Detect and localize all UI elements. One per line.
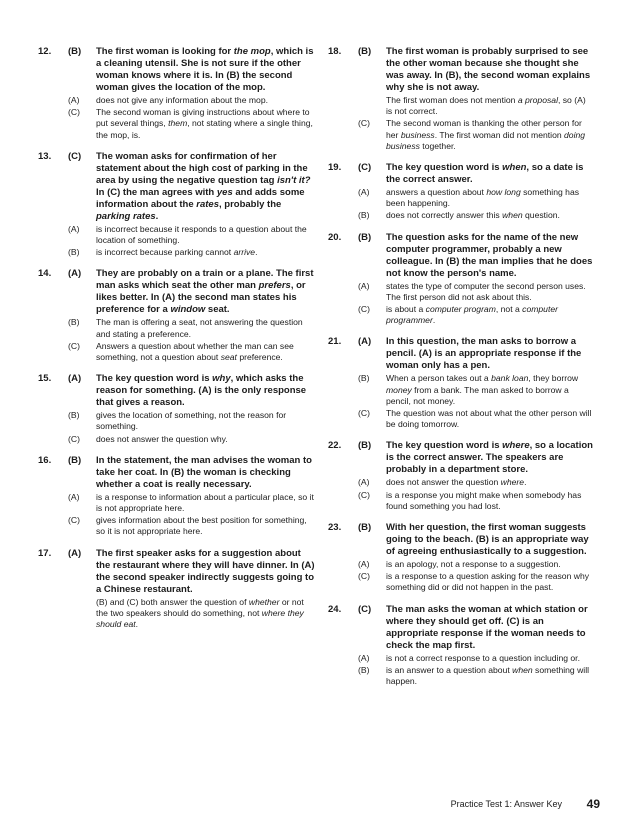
option-letter: (C) <box>358 489 370 500</box>
question-number: 12. <box>38 46 52 57</box>
explanation-note: (B) and (C) both answer the question of whether or not the two speakers should do something, not where they should eat. <box>96 596 304 630</box>
option-letter: (C) <box>358 304 370 315</box>
explanation-bold: The first woman is probably surprised to see the other woman because she thought she was away. In (B), the second woman explains why she is not away. <box>386 46 591 93</box>
option-text: gives the location of something, not the reason for something. <box>96 410 287 432</box>
option-note <box>68 224 316 246</box>
option-letter: (A) <box>358 187 370 198</box>
option-letter: (A) <box>358 280 370 291</box>
answer-letter: (B) <box>68 454 82 466</box>
footer-title: Practice Test 1: Answer Key <box>450 799 562 809</box>
option-letter: (B) <box>68 410 80 421</box>
option-note <box>68 515 316 537</box>
explanation-bold: They are probably on a train or a plane. The first man asks which seat the other man prefers, or likes better. In (A) the second man states his preference for a window seat. <box>96 268 314 316</box>
option-text: The question was not about what the other person will be doing tomorrow. <box>386 408 592 430</box>
option-letter: (A) <box>68 491 80 502</box>
question-number: 23. <box>328 522 342 534</box>
option-letter: (C) <box>68 433 80 444</box>
question-item <box>38 548 316 631</box>
option-note <box>358 490 594 512</box>
option-letter: (B) <box>358 210 370 221</box>
option-text: is a response to a question asking for the reason why something did or did not happen in the past. <box>386 571 590 593</box>
option-note <box>68 317 316 339</box>
question-item <box>38 46 316 141</box>
page-number: 49 <box>586 797 600 811</box>
option-letter: (A) <box>358 652 370 663</box>
question-item <box>38 268 316 363</box>
answer-letter: (A) <box>68 268 82 280</box>
option-letter: (B) <box>68 247 80 258</box>
question-number: 14. <box>38 268 52 280</box>
option-text: is incorrect because it responds to a question about the location of something. <box>96 223 307 246</box>
option-note <box>68 492 316 514</box>
answer-letter: (B) <box>358 522 372 534</box>
option-note <box>358 477 594 488</box>
left-column <box>38 46 316 640</box>
option-letter: (C) <box>68 515 80 526</box>
option-note <box>68 410 316 432</box>
option-letter: (A) <box>68 223 80 234</box>
answer-letter: (C) <box>358 603 372 615</box>
explanation-bold: The woman asks for confirmation of her statement about the high cost of parking in the area by using the negative question tag isn't it? In (C) the man agrees with yes and adds some information about the rates, probably the parking rates. <box>96 150 311 222</box>
explanation-bold: The key question word is when, so a date is the correct answer. <box>386 162 584 186</box>
explanation-bold: In the statement, the man advises the woman to take her coat. In (B) the woman is checking whether a coat is really necessary. <box>96 454 312 490</box>
option-note <box>68 107 316 141</box>
option-text: is not a correct response to a question including or. <box>386 652 580 663</box>
question-item <box>328 522 594 594</box>
option-text: The second woman is thanking the other person for her business. The first woman did not mention doing business together. <box>386 118 586 151</box>
question-number: 22. <box>328 440 342 452</box>
question-item <box>38 373 316 445</box>
option-note <box>358 373 594 407</box>
question-item <box>38 455 316 538</box>
question-item <box>38 151 316 259</box>
option-text: does not answer the question why. <box>96 433 228 444</box>
question-item <box>328 440 594 512</box>
question-item <box>328 232 594 327</box>
option-letter: (C) <box>358 571 370 582</box>
question-number: 19. <box>328 162 342 174</box>
option-text: is an answer to a question about when something will happen. <box>386 664 590 687</box>
option-text: answers a question about how long something has been happening. <box>386 187 580 209</box>
explanation-bold: The first speaker asks for a suggestion about the restaurant where they will have dinner. In (A) the second speaker indirectly suggests going to a Chinese restaurant. <box>96 547 315 595</box>
option-note <box>358 281 594 303</box>
answer-letter: (B) <box>358 46 372 57</box>
option-letter: (A) <box>68 95 80 105</box>
question-number: 15. <box>38 373 52 385</box>
explanation-bold: The key question word is where, so a location is the correct answer. The speakers are probably in a department store. <box>386 440 593 476</box>
option-note <box>358 187 594 209</box>
question-number: 20. <box>328 231 342 243</box>
option-text: is a response you might make when somebody has found something you had lost. <box>386 489 582 511</box>
option-letter: (A) <box>358 559 370 570</box>
question-item <box>328 162 594 222</box>
option-text: states the type of computer the second person uses. The first person did not ask about this. <box>386 280 586 302</box>
answer-letter: (A) <box>358 336 372 348</box>
right-column <box>328 46 594 697</box>
explanation-bold: In this question, the man asks to borrow a pencil. (A) is an appropriate response if the woman only has a pen. <box>386 336 582 372</box>
answer-letter: (C) <box>358 162 372 174</box>
answer-letter: (A) <box>68 373 82 385</box>
option-letter: (C) <box>358 408 370 419</box>
option-text: is an apology, not a response to a suggestion. <box>386 559 561 570</box>
option-text: does not correctly answer this when question. <box>386 210 560 221</box>
answer-letter: (B) <box>358 440 372 452</box>
option-text: is a response to information about a particular place, so it is not appropriate here. <box>96 491 314 514</box>
answer-letter: (B) <box>68 46 82 57</box>
option-letter: (C) <box>68 340 80 351</box>
question-number: 21. <box>328 336 342 348</box>
explanation-note: The first woman does not mention a proposal, so (A) is not correct. <box>386 95 586 117</box>
option-text: does not answer the question where. <box>386 477 527 488</box>
page-footer <box>0 798 638 812</box>
option-text: The second woman is giving instructions about where to put several things, them, not stating where a single thing, the mop, is. <box>96 107 313 140</box>
answer-letter: (A) <box>68 547 82 559</box>
question-number: 24. <box>328 603 342 615</box>
explanation-bold: The key question word is why, which asks the reason for something. (A) is the only response that gives a reason. <box>96 373 307 409</box>
question-number: 18. <box>328 46 342 57</box>
option-letter: (B) <box>68 317 80 328</box>
option-text: does not give any information about the mop. <box>96 95 268 105</box>
question-item <box>328 604 594 688</box>
option-note <box>358 559 594 570</box>
explanation-bold: The question asks for the name of the new computer programmer, probably a new colleague. In (B) the man implies that he does not know the person's name. <box>386 231 593 279</box>
option-text: is about a computer program, not a computer programmer. <box>386 304 558 326</box>
option-note <box>68 95 316 106</box>
question-number: 13. <box>38 150 52 162</box>
option-note <box>358 210 594 221</box>
option-text: Answers a question about whether the man can see something, not a question about seat preference. <box>96 340 294 363</box>
option-note <box>68 434 316 445</box>
answer-letter: (B) <box>358 231 372 243</box>
question-item <box>328 336 594 430</box>
option-letter: (B) <box>358 664 370 675</box>
option-text: The man is offering a seat, not answering the question and stating a preference. <box>96 317 303 339</box>
explanation-bold: With her question, the first woman suggests going to the beach. (B) is an appropriate way of agreeing enthusiastically to a suggestion. <box>386 522 589 558</box>
option-note <box>358 571 594 593</box>
question-number: 17. <box>38 547 52 559</box>
option-letter: (B) <box>358 373 370 384</box>
option-letter: (C) <box>358 118 370 129</box>
option-note <box>68 341 316 363</box>
option-note <box>358 118 594 152</box>
explanation-bold: The man asks the woman at which station or where they should get off. (C) is an appropriate response if the woman needs to check the map first. <box>386 603 588 651</box>
option-letter: (C) <box>68 107 80 118</box>
explanation-bold: The first woman is looking for the mop, which is a cleaning utensil. She is not sure if the other woman knows where it is. In (B) the second woman gives the location of the mop. <box>96 46 314 93</box>
option-text: is incorrect because parking cannot arrive. <box>96 247 258 258</box>
option-note <box>358 408 594 430</box>
option-note <box>358 304 594 326</box>
option-letter: (A) <box>358 477 370 488</box>
option-note <box>358 665 594 687</box>
question-number: 16. <box>38 454 52 466</box>
option-note <box>358 653 594 664</box>
answer-letter: (C) <box>68 150 82 162</box>
question-item <box>328 46 594 152</box>
option-note <box>68 247 316 258</box>
option-text: When a person takes out a bank loan, they borrow money from a bank. The man asked to borrow a pencil, not money. <box>386 373 579 406</box>
option-text: gives information about the best position for something, so it is not appropriate here. <box>96 515 307 537</box>
